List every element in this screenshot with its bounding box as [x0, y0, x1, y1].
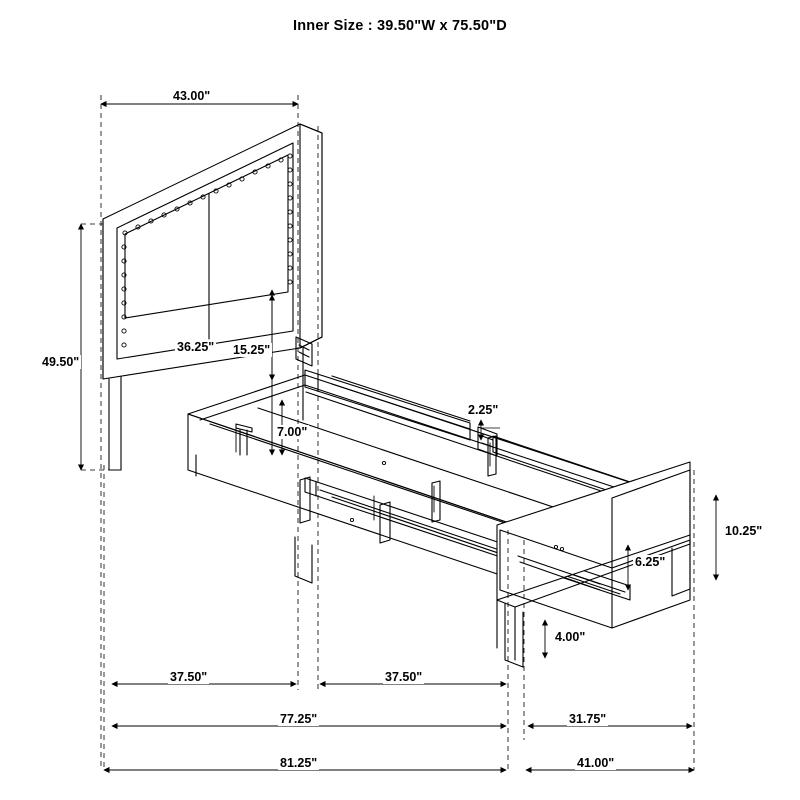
dim-headboard-height: 36.25" [177, 340, 215, 354]
dim-slat-clearance: 7.00" [277, 425, 308, 439]
dim-segment-right: 37.50" [385, 670, 423, 684]
dim-headboard-width: 43.00" [173, 89, 211, 103]
dim-leg-height: 4.00" [555, 630, 586, 644]
page-title: Inner Size : 39.50"W x 75.50"D [293, 18, 507, 34]
dim-side-rail-height: 10.25" [725, 524, 763, 538]
dim-overall-depth: 41.00" [577, 756, 615, 770]
dim-segment-left: 37.50" [170, 670, 208, 684]
dim-footboard-height: 6.25" [635, 555, 666, 569]
dim-rail-thickness: 2.25" [468, 403, 499, 417]
dim-inner-length: 77.25" [280, 712, 318, 726]
dim-overall-length: 81.25" [280, 756, 318, 770]
dim-headboard-panel-height: 15.25" [233, 343, 271, 357]
dim-overall-height: 49.50" [42, 355, 80, 369]
dim-depth-right: 31.75" [569, 712, 607, 726]
